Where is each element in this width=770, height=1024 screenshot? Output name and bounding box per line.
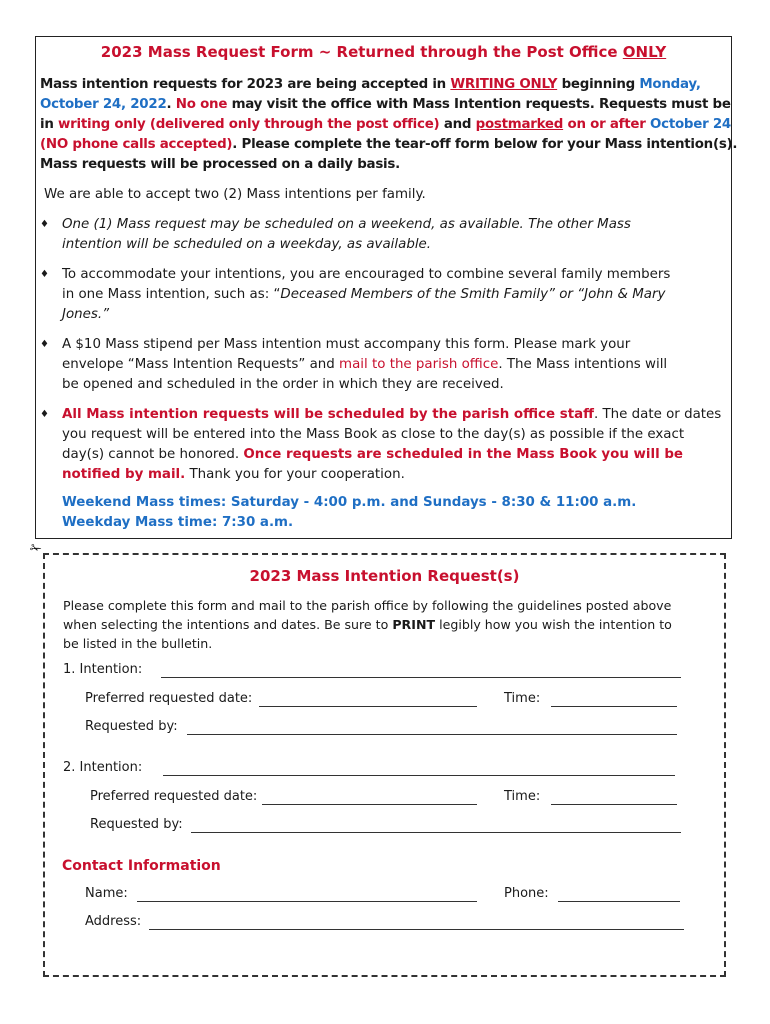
intention-1-field[interactable] [161, 677, 681, 678]
date-2-label: Preferred requested date: [90, 789, 258, 804]
requested-by-2-label: Requested by: [90, 817, 183, 832]
intro-line-2: October 24, 2022. No one may visit the office with Mass Intention requests. Requests must be [40, 97, 731, 112]
contact-info-heading: Contact Information [62, 858, 221, 874]
intro-paragraph [40, 75, 738, 175]
time-1-field[interactable] [551, 706, 677, 707]
intro-line-4: (NO phone calls accepted). Please complete the tear-off form below for your Mass intention(s). [40, 137, 738, 152]
mass-request-info-box [35, 36, 738, 539]
mass-times [62, 493, 636, 533]
diamond-bullet-icon: ♦ [40, 269, 49, 280]
bullet-combine-family: ♦ To accommodate your intentions, you are encouraged to combine several family members in one Mass intention, such as: “Deceased Members of the Smith Family” or “John & Mary Jones.” [40, 267, 671, 322]
weekday-mass-time: Weekday Mass time: 7:30 a.m. [62, 515, 294, 530]
date-1-label: Preferred requested date: [85, 691, 253, 706]
address-label: Address: [85, 914, 142, 929]
page-title [36, 43, 731, 62]
diamond-bullet-icon: ♦ [40, 409, 49, 420]
bullet-scheduling: ♦ All Mass intention requests will be scheduled by the parish office staff. The date or dates you request will be entered into the Mass Book as close to the day(s) as possible if the exact day(s) cannot be honored. Once requests are scheduled in the Mass Book you will be notified by mail. Thank you for your cooperation. [40, 407, 722, 482]
time-1-label: Time: [504, 691, 541, 706]
intention-2-field[interactable] [163, 775, 675, 776]
intention-2-label: 2. Intention: [63, 760, 143, 775]
intro-line-1: Mass intention requests for 2023 are being accepted in WRITING ONLY beginning Monday, [40, 77, 701, 92]
form-instructions: Please complete this form and mail to the parish office by following the guidelines posted above when selecting the intentions and dates. Be sure to PRINT legibly how you wish the intention to be listed in the bulletin. [63, 598, 672, 651]
intro-line-5: Mass requests will be processed on a daily basis. [40, 157, 400, 172]
date-2-field[interactable] [262, 804, 477, 805]
title-text: 2023 Mass Request Form ~ Returned through the Post Office [100, 43, 623, 61]
diamond-bullet-icon: ♦ [40, 219, 49, 230]
time-2-label: Time: [504, 789, 541, 804]
tear-off-form [43, 553, 726, 977]
accept-two-intentions-text: We are able to accept two (2) Mass intentions per family. [44, 187, 426, 202]
requested-by-1-label: Requested by: [85, 719, 178, 734]
name-label: Name: [85, 886, 128, 901]
diamond-bullet-icon: ♦ [40, 339, 49, 350]
bullet-weekend-weekday: ♦ One (1) Mass request may be scheduled on a weekend, as available. The other Mass intention will be scheduled on a weekday, as available. [40, 217, 631, 252]
intention-1-label: 1. Intention: [63, 662, 143, 677]
requested-by-1-field[interactable] [187, 734, 677, 735]
bullet-stipend: ♦ A $10 Mass stipend per Mass intention must accompany this form. Please mark your envelope “Mass Intention Requests” and mail to the parish office. The Mass intentions will be opened and scheduled in the order in which they are received. [40, 337, 668, 392]
requested-by-2-field[interactable] [191, 832, 681, 833]
weekend-mass-times: Weekend Mass times: Saturday - 4:00 p.m. and Sundays - 8:30 & 11:00 a.m. [62, 495, 637, 510]
phone-label: Phone: [504, 886, 549, 901]
name-field[interactable] [137, 901, 477, 902]
address-field[interactable] [149, 929, 684, 930]
phone-field[interactable] [558, 901, 680, 902]
scissors-icon: ✁ [30, 541, 42, 557]
date-1-field[interactable] [259, 706, 477, 707]
form-title: 2023 Mass Intention Request(s) [249, 567, 520, 585]
intro-line-3: in writing only (delivered only through the post office) and postmarked on or after October 24 [40, 117, 731, 132]
time-2-field[interactable] [551, 804, 677, 805]
title-only-text: ONLY [622, 43, 667, 61]
